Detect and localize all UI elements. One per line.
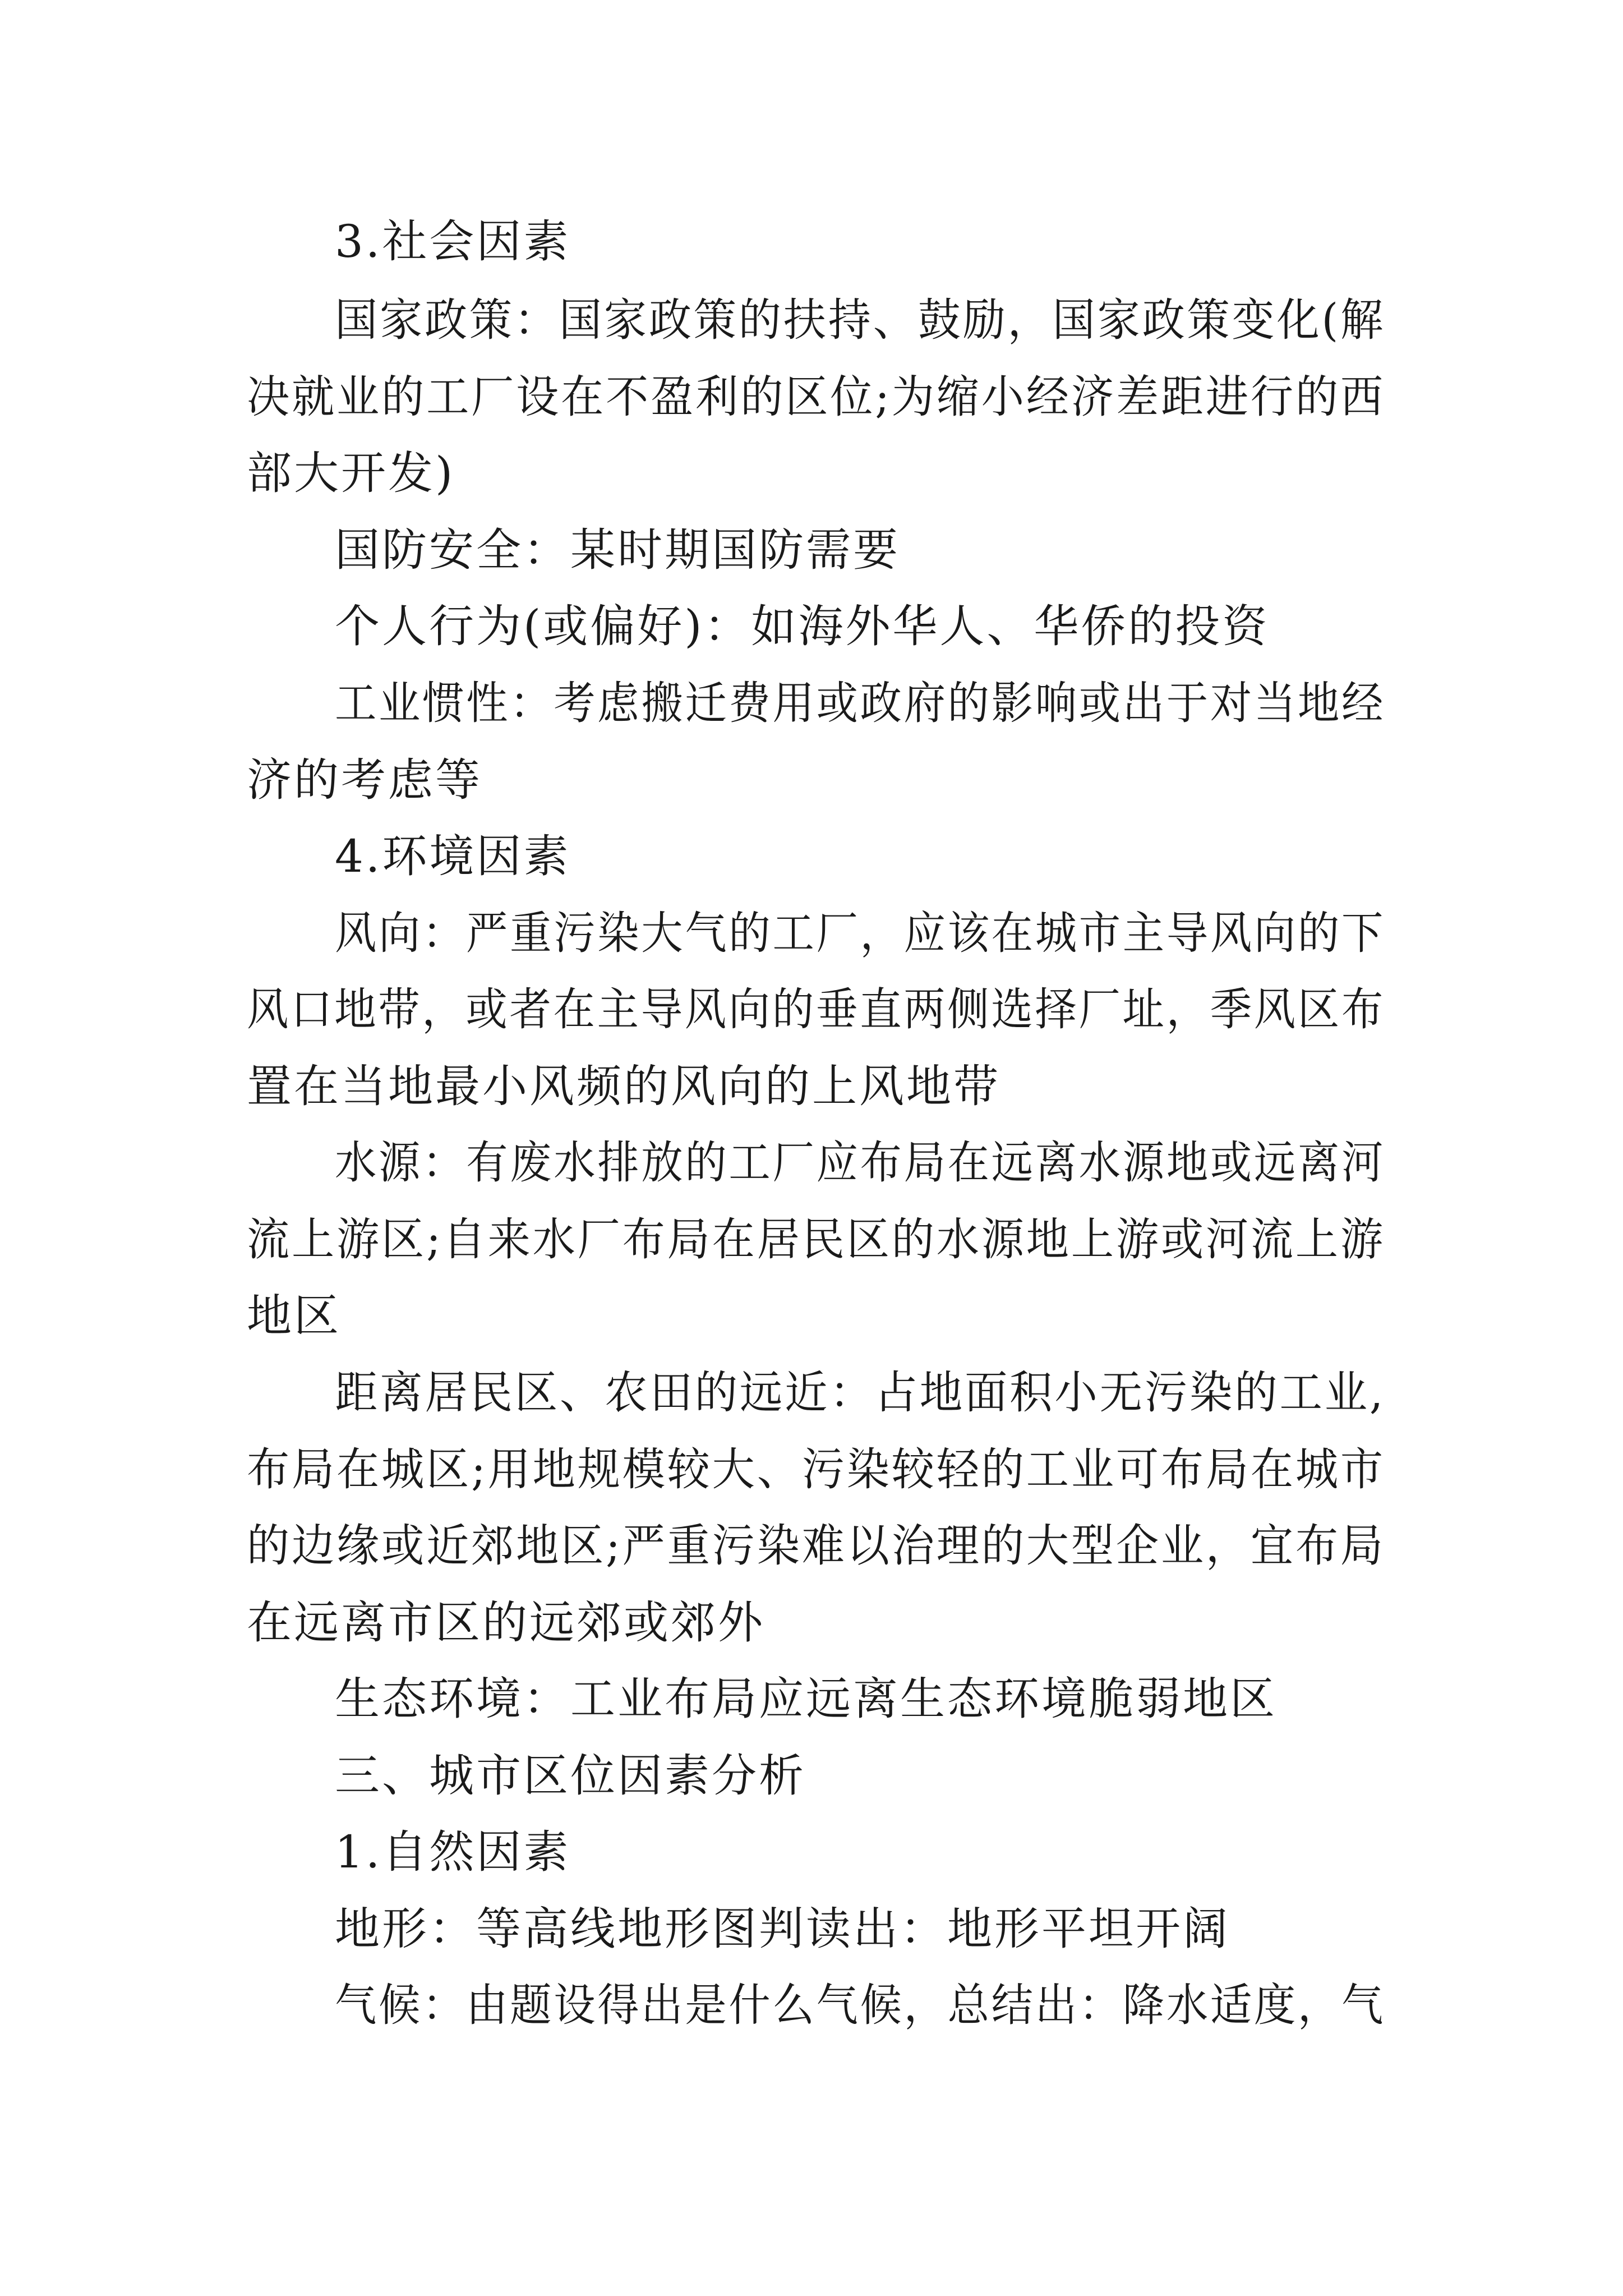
paragraph-water-source: 地区: [247, 1290, 341, 1342]
paragraph-national-defense: 国防安全：某时期国防需要: [335, 524, 900, 576]
paragraph-industrial-inertia: 工业惯性：考虑搬迁费用或政府的影响或出于对当地经: [335, 677, 1386, 729]
heading-urban-location-analysis: 三、城市区位因素分析: [335, 1750, 806, 1802]
paragraph-national-policy: 部大开发): [247, 447, 455, 499]
paragraph-climate: 气候：由题设得出是什么气候，总结出：降水适度，气: [335, 1979, 1386, 2031]
paragraph-wind-direction: 风向：严重污染大气的工厂，应该在城市主导风向的下: [335, 907, 1386, 959]
paragraph-water-source: 流上游区;自来水厂布局在居民区的水源地上游或河流上游: [247, 1213, 1385, 1266]
paragraph-ecological-environment: 生态环境：工业布局应远离生态环境脆弱地区: [335, 1673, 1277, 1725]
paragraph-distance-residential: 布局在城区;用地规模较大、污染较轻的工业可布局在城市: [247, 1443, 1385, 1496]
paragraph-distance-residential: 距离居民区、农田的远近：占地面积小无污染的工业,: [335, 1366, 1385, 1419]
heading-environmental-factors: 4.环境因素: [335, 830, 571, 882]
paragraph-national-policy: 决就业的工厂设在不盈利的区位;为缩小经济差距进行的西: [247, 371, 1385, 423]
paragraph-industrial-inertia: 济的考虑等: [247, 754, 482, 806]
heading-social-factors: 3.社会因素: [335, 215, 571, 268]
paragraph-personal-behavior: 个人行为(或偏好)：如海外华人、华侨的投资: [335, 600, 1270, 652]
paragraph-water-source: 水源：有废水排放的工厂应布局在远离水源地或远离河: [335, 1137, 1386, 1189]
paragraph-distance-residential: 的边缘或近郊地区;严重污染难以治理的大型企业，宜布局: [247, 1520, 1385, 1572]
heading-natural-factors: 1.自然因素: [335, 1826, 571, 1878]
paragraph-wind-direction: 置在当地最小风频的风向的上风地带: [247, 1060, 1000, 1112]
paragraph-terrain: 地形：等高线地形图判读出：地形平坦开阔: [335, 1903, 1230, 1955]
paragraph-wind-direction: 风口地带，或者在主导风向的垂直两侧选择厂址，季风区布: [247, 983, 1386, 1036]
paragraph-national-policy: 国家政策：国家政策的扶持、鼓励，国家政策变化(解: [335, 294, 1385, 346]
paragraph-distance-residential: 在远离市区的远郊或郊外: [247, 1596, 765, 1649]
